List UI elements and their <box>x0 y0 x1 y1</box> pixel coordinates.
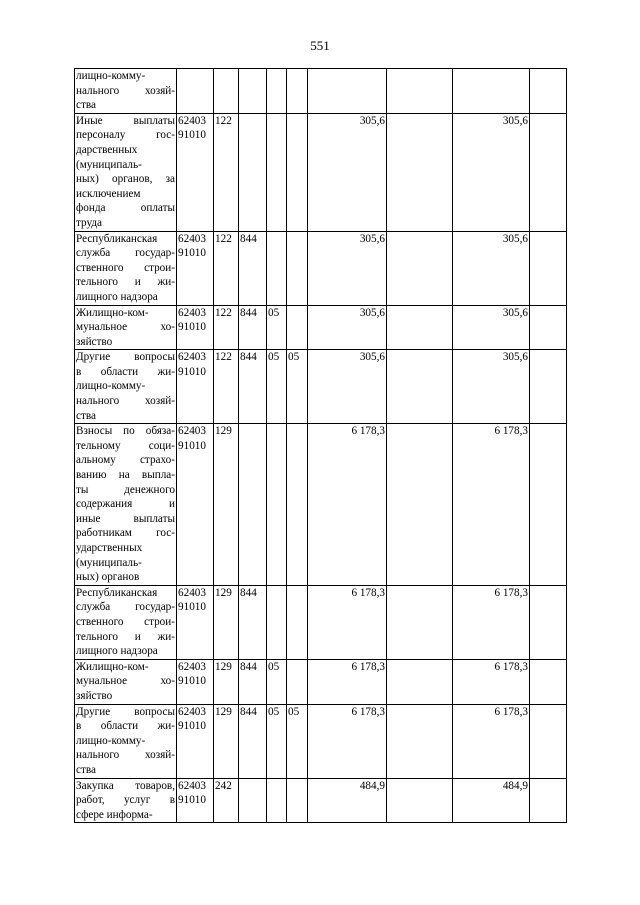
target-article-code: 62403 91010 <box>177 778 214 823</box>
target-article-code: 62403 91010 <box>177 659 214 704</box>
subsection-code <box>287 585 308 659</box>
amount-year-2: 305,6 <box>453 231 530 305</box>
expense-type-code: 129 <box>214 424 239 586</box>
section-code: 05 <box>267 305 287 350</box>
description-line: Взносы по обяза- <box>76 425 175 438</box>
expense-type-code: 129 <box>214 659 239 704</box>
empty-column <box>387 659 453 704</box>
section-code <box>267 424 287 586</box>
description-line: нального хозяй- <box>76 395 175 408</box>
expense-type-code: 122 <box>214 113 239 231</box>
description-line: лищно-комму- <box>76 70 146 82</box>
row-description <box>75 424 177 586</box>
description-line: мунальное хо- <box>76 675 175 688</box>
target-article-code: 62403 91010 <box>177 231 214 305</box>
target-article-code: 62403 91010 <box>177 305 214 350</box>
empty-column <box>387 704 453 778</box>
subsection-code <box>287 778 308 823</box>
description-line: лищного надзора <box>76 290 158 303</box>
description-line: ты денежного <box>76 483 175 496</box>
ministry-code: 844 <box>239 350 267 424</box>
target-article-code: 62403 91010 <box>177 113 214 231</box>
table-row <box>75 231 567 305</box>
row-description <box>75 113 177 231</box>
row-description <box>75 659 177 704</box>
description-line: лищно-комму- <box>76 734 146 747</box>
empty-column <box>387 69 453 114</box>
description-line: сфере информа- <box>76 808 153 821</box>
description-line: ственного строи- <box>76 615 175 628</box>
description-line: лищно-комму- <box>76 380 146 393</box>
amount-year-1: 305,6 <box>308 305 387 350</box>
subsection-code <box>287 305 308 350</box>
amount-year-1: 305,6 <box>308 113 387 231</box>
description-line: (муниципаль- <box>76 158 142 171</box>
subsection-code <box>287 231 308 305</box>
empty-column <box>530 704 567 778</box>
description-line: нального хозяй- <box>76 749 175 762</box>
table-row <box>75 585 567 659</box>
ministry-code: 844 <box>239 231 267 305</box>
expense-type-code: 129 <box>214 704 239 778</box>
amount-year-1: 6 178,3 <box>308 704 387 778</box>
row-description <box>75 704 177 778</box>
description-line: Республиканская <box>76 232 158 245</box>
expense-type-code: 122 <box>214 305 239 350</box>
target-article-code <box>177 69 214 114</box>
target-article-code: 62403 91010 <box>177 704 214 778</box>
description-line: Республиканская <box>76 586 158 599</box>
description-line: служба государ- <box>76 247 175 260</box>
target-article-code: 62403 91010 <box>177 585 214 659</box>
description-line: Жилищно-ком- <box>76 660 149 673</box>
description-line: в области жи- <box>76 365 175 378</box>
section-code: 05 <box>267 350 287 424</box>
amount-year-2: 6 178,3 <box>453 659 530 704</box>
empty-column <box>387 778 453 823</box>
subsection-code <box>287 113 308 231</box>
description-line: ударственных <box>76 542 143 554</box>
row-description <box>75 305 177 350</box>
description-line: дарственных <box>76 143 138 156</box>
description-line: ванию на выпла- <box>76 469 175 482</box>
ministry-code <box>239 113 267 231</box>
empty-column <box>387 305 453 350</box>
description-line: работникам гос- <box>76 527 175 540</box>
description-line: Жилищно-ком- <box>76 306 149 319</box>
amount-year-1: 305,6 <box>308 350 387 424</box>
table-row <box>75 659 567 704</box>
amount-year-1: 6 178,3 <box>308 585 387 659</box>
ministry-code: 844 <box>239 659 267 704</box>
amount-year-2: 305,6 <box>453 113 530 231</box>
row-description <box>75 350 177 424</box>
description-line: персоналу гос- <box>76 129 175 142</box>
description-line: ных) органов, за <box>76 173 175 186</box>
description-line: труда <box>76 216 103 229</box>
empty-column <box>387 350 453 424</box>
expense-type-code: 129 <box>214 585 239 659</box>
budget-table <box>74 68 567 823</box>
table-row <box>75 424 567 586</box>
description-line: работ, услуг в <box>76 794 175 807</box>
section-code <box>267 585 287 659</box>
amount-year-2: 484,9 <box>453 778 530 823</box>
target-article-code: 62403 91010 <box>177 350 214 424</box>
amount-year-2: 305,6 <box>453 305 530 350</box>
amount-year-2: 305,6 <box>453 350 530 424</box>
section-code <box>267 113 287 231</box>
subsection-code: 05 <box>287 350 308 424</box>
subsection-code <box>287 659 308 704</box>
description-line: иные выплаты <box>76 512 175 525</box>
description-line: тельному соци- <box>76 439 175 452</box>
amount-year-2: 6 178,3 <box>453 585 530 659</box>
empty-column <box>530 113 567 231</box>
table-row <box>75 305 567 350</box>
description-line: лищного надзора <box>76 645 158 658</box>
description-line: Закупка товаров, <box>76 779 175 792</box>
empty-column <box>387 113 453 231</box>
row-description <box>75 778 177 823</box>
empty-column <box>530 659 567 704</box>
empty-column <box>387 585 453 659</box>
description-line: содержания и <box>76 498 175 511</box>
description-line: (муниципаль- <box>76 556 142 569</box>
row-description <box>75 69 177 114</box>
empty-column <box>387 231 453 305</box>
description-line: Другие вопросы <box>76 351 175 364</box>
description-line: зяйство <box>76 335 113 348</box>
ministry-code: 844 <box>239 704 267 778</box>
section-code <box>267 69 287 114</box>
description-line: ства <box>76 409 96 422</box>
subsection-code: 05 <box>287 704 308 778</box>
ministry-code <box>239 424 267 586</box>
description-line: исключением <box>76 187 141 200</box>
description-line: нального хозяй- <box>76 84 175 97</box>
table-row <box>75 69 567 114</box>
description-line: зяйство <box>76 689 113 702</box>
description-line: ства <box>76 99 96 112</box>
description-line: ных) органов <box>76 571 140 584</box>
amount-year-1 <box>308 69 387 114</box>
ministry-code <box>239 69 267 114</box>
empty-column <box>530 350 567 424</box>
empty-column <box>530 305 567 350</box>
subsection-code <box>287 424 308 586</box>
ministry-code: 844 <box>239 305 267 350</box>
description-line: мунальное хо- <box>76 321 175 334</box>
description-line: ства <box>76 763 96 776</box>
ministry-code <box>239 778 267 823</box>
amount-year-2: 6 178,3 <box>453 704 530 778</box>
expense-type-code: 122 <box>214 350 239 424</box>
empty-column <box>530 424 567 586</box>
amount-year-1: 305,6 <box>308 231 387 305</box>
row-description <box>75 231 177 305</box>
amount-year-2 <box>453 69 530 114</box>
empty-column <box>530 585 567 659</box>
empty-column <box>387 424 453 586</box>
description-line: фонда оплаты <box>76 202 175 215</box>
description-line: тельного и жи- <box>76 276 175 289</box>
amount-year-2: 6 178,3 <box>453 424 530 586</box>
description-line: служба государ- <box>76 601 175 614</box>
amount-year-1: 484,9 <box>308 778 387 823</box>
page-number: 551 <box>310 38 330 53</box>
amount-year-1: 6 178,3 <box>308 659 387 704</box>
description-line: альному страхо- <box>76 454 175 467</box>
section-code: 05 <box>267 704 287 778</box>
empty-column <box>530 778 567 823</box>
description-line: тельного и жи- <box>76 630 175 643</box>
description-line: Другие вопросы <box>76 705 175 718</box>
section-code <box>267 778 287 823</box>
table-row <box>75 350 567 424</box>
expense-type-code <box>214 69 239 114</box>
section-code: 05 <box>267 659 287 704</box>
ministry-code: 844 <box>239 585 267 659</box>
target-article-code: 62403 91010 <box>177 424 214 586</box>
description-line: ственного строи- <box>76 261 175 274</box>
table-body <box>75 69 567 823</box>
empty-column <box>530 231 567 305</box>
amount-year-1: 6 178,3 <box>308 424 387 586</box>
expense-type-code: 122 <box>214 231 239 305</box>
subsection-code <box>287 69 308 114</box>
table-row <box>75 778 567 823</box>
table-row <box>75 113 567 231</box>
empty-column <box>530 69 567 114</box>
table-row <box>75 704 567 778</box>
row-description <box>75 585 177 659</box>
description-line: Иные выплаты <box>76 114 175 127</box>
section-code <box>267 231 287 305</box>
description-line: в области жи- <box>76 720 175 733</box>
expense-type-code: 242 <box>214 778 239 823</box>
